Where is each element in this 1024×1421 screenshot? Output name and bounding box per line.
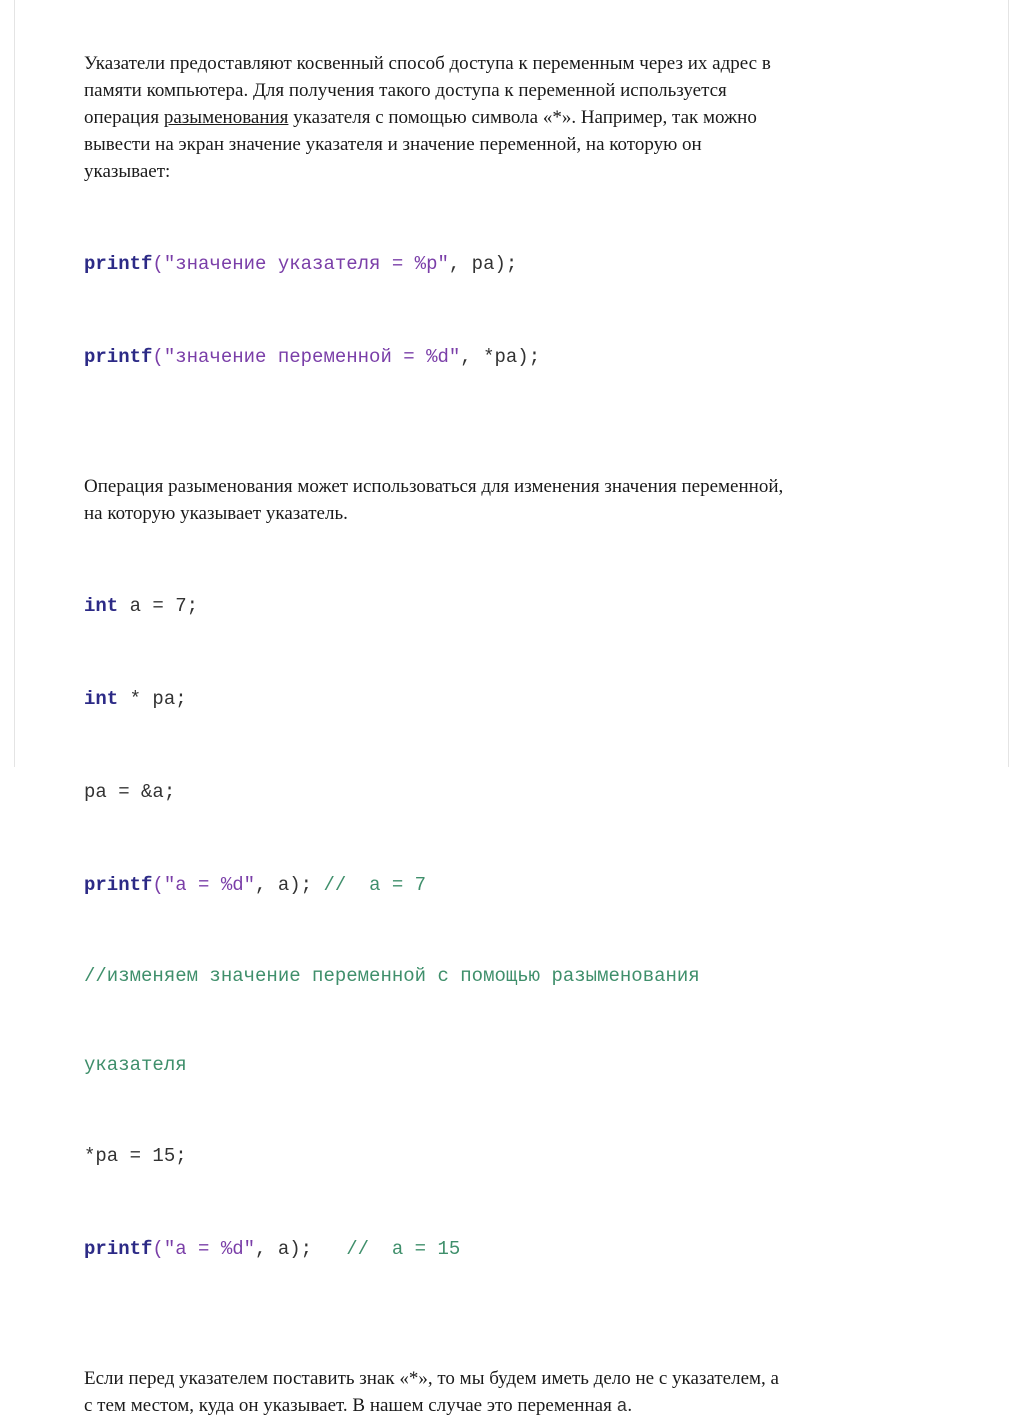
code-text: , a);	[255, 1238, 347, 1260]
code-line	[84, 249, 904, 280]
code-line	[84, 591, 904, 622]
code-block-print-pointer	[84, 187, 904, 435]
conclusion-line-2	[84, 1392, 904, 1421]
code-line: *pa = 15;	[84, 1145, 187, 1167]
code-string: ("значение указателя = %p"	[152, 253, 449, 275]
intro-line-2: памяти компьютера. Для получения такого доступа к переменной используется	[84, 80, 727, 101]
intro-paragraph	[84, 50, 904, 185]
code-string: ("a = %d"	[152, 1238, 256, 1260]
code-line	[84, 870, 904, 901]
code-comment-line: //изменяем значение переменной с помощью разыменования	[84, 965, 700, 987]
intro-line-3	[84, 104, 904, 131]
code-text: * pa;	[118, 688, 187, 710]
dereference-link[interactable]: разыменования	[163, 107, 289, 128]
conclusion-line-2-text: с тем местом, куда он указывает. В нашем случае это переменная	[84, 1395, 617, 1416]
code-text: , *pa);	[460, 346, 541, 368]
code-text: a = 7;	[118, 595, 199, 617]
intro-line-5: указывает:	[84, 161, 171, 182]
spacer	[84, 435, 904, 473]
intro-line-3-end: указателя с помощью символа «*». Например, так можно	[288, 107, 757, 128]
code-comment-line: указателя	[84, 1054, 187, 1076]
code-text: , pa);	[448, 253, 518, 275]
code-keyword: int	[84, 595, 119, 617]
code-line	[84, 684, 904, 715]
dereference-line-1: Операция разыменования может использоваться для изменения значения переменной,	[84, 476, 784, 497]
intro-line-3-start: операция	[84, 107, 164, 128]
conclusion-line-2-end: .	[627, 1395, 633, 1416]
code-comment: // a = 7	[323, 874, 427, 896]
slide-content	[84, 50, 904, 1421]
spacer	[84, 1327, 904, 1365]
inline-code-variable: a	[616, 1397, 628, 1417]
dereference-line-2: на которую указывает указатель.	[84, 503, 348, 524]
code-text: , a);	[255, 874, 324, 896]
code-comment: // a = 15	[346, 1238, 461, 1260]
left-border-line	[14, 0, 15, 767]
code-keyword: printf	[84, 1238, 153, 1260]
right-border-line	[1008, 0, 1009, 767]
code-line	[84, 342, 904, 373]
code-keyword: int	[84, 688, 119, 710]
code-line: pa = &a;	[84, 781, 176, 803]
code-line	[84, 1234, 904, 1265]
code-keyword: printf	[84, 874, 153, 896]
code-string: ("a = %d"	[152, 874, 256, 896]
code-keyword: printf	[84, 253, 153, 275]
intro-line-4: вывести на экран значение указателя и значение переменной, на которую он	[84, 134, 702, 155]
code-block-modify-value	[84, 529, 904, 1327]
dereference-paragraph	[84, 473, 904, 527]
intro-line-1: Указатели предоставляют косвенный способ доступа к переменным через их адрес в	[84, 53, 771, 74]
code-keyword: printf	[84, 346, 153, 368]
code-string: ("значение переменной = %d"	[152, 346, 461, 368]
conclusion-line-1: Если перед указателем поставить знак «*», то мы будем иметь дело не с указателем, а	[84, 1368, 779, 1389]
conclusion-paragraph	[84, 1365, 904, 1421]
